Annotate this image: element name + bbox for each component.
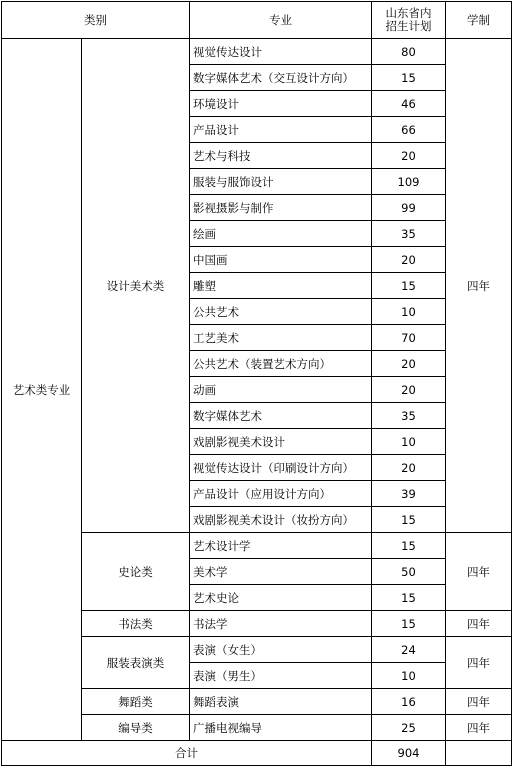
major-cell: 美术学 <box>190 559 372 585</box>
plan-cell: 20 <box>372 247 446 273</box>
plan-cell: 109 <box>372 169 446 195</box>
major-cell: 表演（男生） <box>190 663 372 689</box>
major-cell: 中国画 <box>190 247 372 273</box>
major-cell: 公共艺术 <box>190 299 372 325</box>
major-cell: 艺术与科技 <box>190 143 372 169</box>
plan-cell: 46 <box>372 91 446 117</box>
duration-cell: 四年 <box>446 689 512 715</box>
duration-cell: 四年 <box>446 611 512 637</box>
plan-cell: 50 <box>372 559 446 585</box>
plan-cell: 20 <box>372 351 446 377</box>
plan-cell: 70 <box>372 325 446 351</box>
major-cell: 舞蹈表演 <box>190 689 372 715</box>
plan-cell: 15 <box>372 507 446 533</box>
major-cell: 表演（女生） <box>190 637 372 663</box>
group-category-cell: 编导类 <box>82 715 190 741</box>
major-cell: 动画 <box>190 377 372 403</box>
duration-cell: 四年 <box>446 39 512 533</box>
major-cell: 环境设计 <box>190 91 372 117</box>
group-category-cell: 服装表演类 <box>82 637 190 689</box>
header-plan-line2: 招生计划 <box>385 19 432 33</box>
group-category-cell: 史论类 <box>82 533 190 611</box>
plan-cell: 15 <box>372 585 446 611</box>
plan-cell: 10 <box>372 663 446 689</box>
major-cell: 艺术设计学 <box>190 533 372 559</box>
major-cell: 数字媒体艺术 <box>190 403 372 429</box>
plan-cell: 80 <box>372 39 446 65</box>
major-cell: 艺术史论 <box>190 585 372 611</box>
major-cell: 雕塑 <box>190 273 372 299</box>
group-category-cell: 书法类 <box>82 611 190 637</box>
major-cell: 产品设计（应用设计方向） <box>190 481 372 507</box>
header-plan <box>372 2 446 39</box>
enrollment-plan-table <box>1 1 512 766</box>
plan-cell: 24 <box>372 637 446 663</box>
plan-cell: 16 <box>372 689 446 715</box>
plan-cell: 39 <box>372 481 446 507</box>
major-cell: 视觉传达设计（印刷设计方向） <box>190 455 372 481</box>
plan-cell: 20 <box>372 143 446 169</box>
plan-cell: 99 <box>372 195 446 221</box>
plan-cell: 10 <box>372 429 446 455</box>
top-category-cell: 艺术类专业 <box>2 39 82 741</box>
plan-cell: 35 <box>372 221 446 247</box>
header-duration: 学制 <box>446 2 512 39</box>
header-category: 类别 <box>2 2 190 39</box>
major-cell: 绘画 <box>190 221 372 247</box>
group-category-cell: 设计美术类 <box>82 39 190 533</box>
header-major: 专业 <box>190 2 372 39</box>
major-cell: 产品设计 <box>190 117 372 143</box>
major-cell: 戏剧影视美术设计 <box>190 429 372 455</box>
plan-cell: 15 <box>372 65 446 91</box>
major-cell: 公共艺术（装置艺术方向） <box>190 351 372 377</box>
major-cell: 广播电视编导 <box>190 715 372 741</box>
duration-cell: 四年 <box>446 533 512 611</box>
table-row <box>2 39 512 65</box>
major-cell: 书法学 <box>190 611 372 637</box>
total-label: 合计 <box>2 741 372 766</box>
major-cell: 视觉传达设计 <box>190 39 372 65</box>
major-cell: 影视摄影与制作 <box>190 195 372 221</box>
plan-cell: 25 <box>372 715 446 741</box>
duration-cell: 四年 <box>446 637 512 689</box>
plan-cell: 35 <box>372 403 446 429</box>
plan-cell: 10 <box>372 299 446 325</box>
plan-cell: 15 <box>372 533 446 559</box>
plan-cell: 20 <box>372 377 446 403</box>
total-plan: 904 <box>372 741 446 766</box>
major-cell: 数字媒体艺术（交互设计方向） <box>190 65 372 91</box>
duration-cell: 四年 <box>446 715 512 741</box>
group-category-cell: 舞蹈类 <box>82 689 190 715</box>
major-cell: 服装与服饰设计 <box>190 169 372 195</box>
total-row <box>2 741 512 766</box>
plan-cell: 66 <box>372 117 446 143</box>
header-row <box>2 2 512 39</box>
major-cell: 戏剧影视美术设计（妆扮方向） <box>190 507 372 533</box>
total-duration-empty <box>446 741 512 766</box>
plan-cell: 20 <box>372 455 446 481</box>
plan-cell: 15 <box>372 273 446 299</box>
major-cell: 工艺美术 <box>190 325 372 351</box>
table-body <box>2 39 512 766</box>
plan-cell: 15 <box>372 611 446 637</box>
header-plan-line1: 山东省内 <box>385 6 432 20</box>
